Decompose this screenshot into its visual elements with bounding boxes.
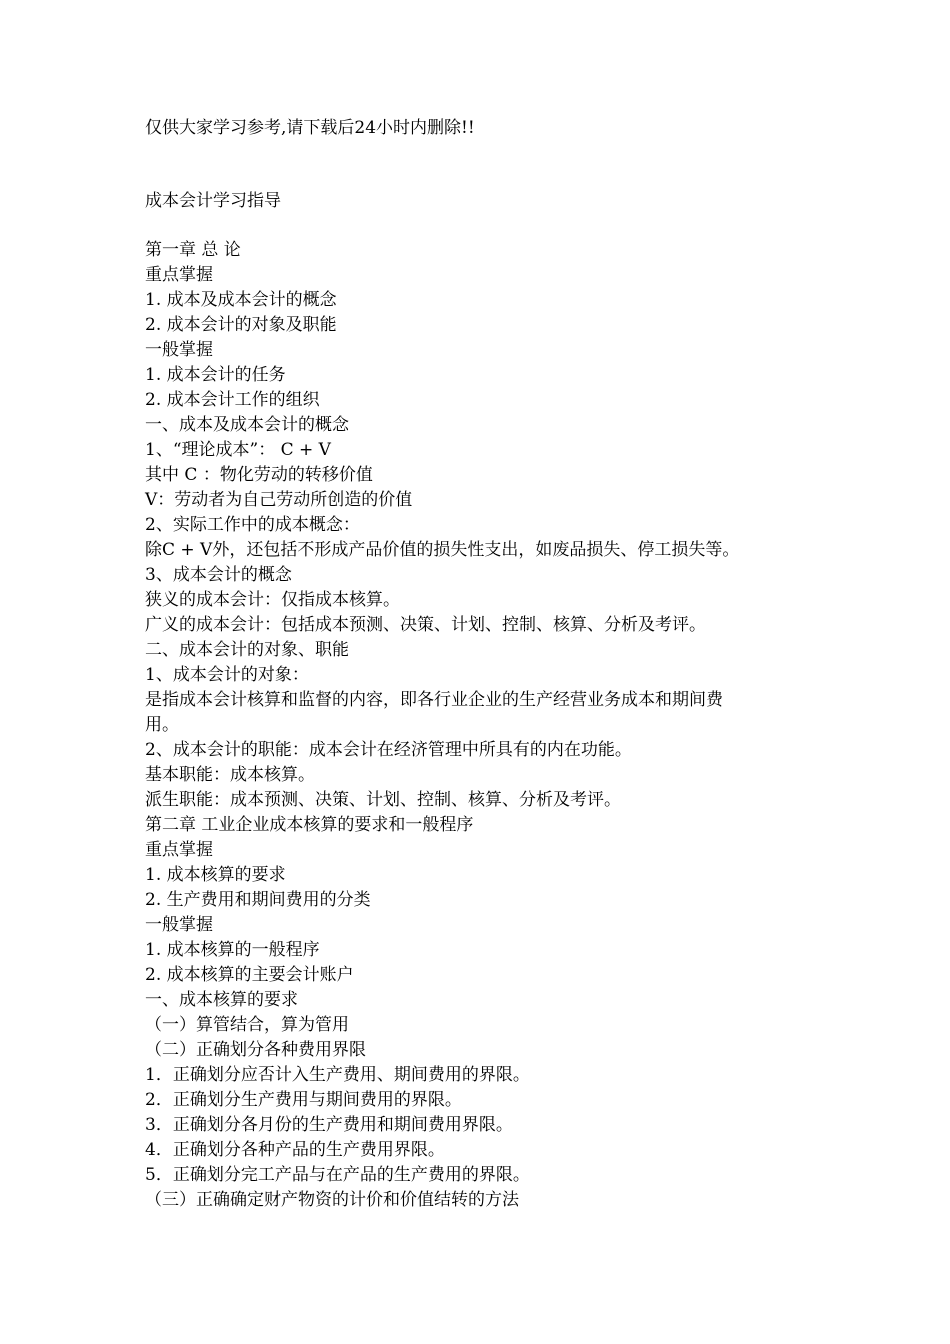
text-line: 一般掌握 [145,340,213,360]
text-line: V：劳动者为自己劳动所创造的价值 [145,490,413,510]
text-line: （二）正确划分各种费用界限 [145,1040,366,1060]
text-line: 2、成本会计的职能：成本会计在经济管理中所具有的内在功能。 [145,740,632,760]
text-line: 派生职能：成本预测、决策、计划、控制、核算、分析及考评。 [145,790,621,810]
text-line: 一般掌握 [145,915,213,935]
text-line: 1. 成本核算的一般程序 [145,940,320,960]
text-line: 2. 成本核算的主要会计账户 [145,965,354,985]
chapter-2-heading: 第二章 工业企业成本核算的要求和一般程序 [145,815,474,835]
text-line: 3．正确划分各月份的生产费用和期间费用界限。 [145,1115,513,1135]
text-line: 狭义的成本会计：仅指成本核算。 [145,590,400,610]
text-line: 重点掌握 [145,265,213,285]
text-line: 2. 成本会计的对象及职能 [145,315,337,335]
text-line: 2. 成本会计工作的组织 [145,390,320,410]
section-heading: 二、成本会计的对象、职能 [145,640,349,660]
document-title: 成本会计学习指导 [145,191,281,211]
text-line: （一）算管结合，算为管用 [145,1015,349,1035]
text-line: 除C + V外，还包括不形成产品价值的损失性支出，如废品损失、停工损失等。 [145,540,740,560]
text-line: 4．正确划分各种产品的生产费用界限。 [145,1140,445,1160]
text-line: 1、成本会计的对象： [145,665,309,685]
text-line: 其中 C ：物化劳动的转移价值 [145,465,373,485]
text-line: 2．正确划分生产费用与期间费用的界限。 [145,1090,462,1110]
document-body [145,238,825,1213]
text-line: 是指成本会计核算和监督的内容，即各行业企业的生产经营业务成本和期间费 [145,690,723,710]
section-heading: 一、成本及成本会计的概念 [145,415,349,435]
download-notice: 仅供大家学习参考,请下载后24小时内删除!! [145,118,475,138]
text-line: （三）正确确定财产物资的计价和价值结转的方法 [145,1190,519,1210]
section-heading: 一、成本核算的要求 [145,990,298,1010]
text-line: 5．正确划分完工产品与在产品的生产费用的界限。 [145,1165,530,1185]
text-line: 广义的成本会计：包括成本预测、决策、计划、控制、核算、分析及考评。 [145,615,706,635]
text-line: 1. 成本核算的要求 [145,865,286,885]
text-line: 2、实际工作中的成本概念： [145,515,360,535]
text-line: 用。 [145,715,179,735]
text-line: 1．正确划分应否计入生产费用、期间费用的界限。 [145,1065,530,1085]
text-line: 1、“理论成本”： C + V [145,440,331,460]
text-line: 重点掌握 [145,840,213,860]
text-line: 3、成本会计的概念 [145,565,292,585]
chapter-1-heading: 第一章 总 论 [145,240,241,260]
text-line: 2. 生产费用和期间费用的分类 [145,890,371,910]
text-line: 1. 成本及成本会计的概念 [145,290,337,310]
text-line: 基本职能：成本核算。 [145,765,315,785]
text-line: 1. 成本会计的任务 [145,365,286,385]
